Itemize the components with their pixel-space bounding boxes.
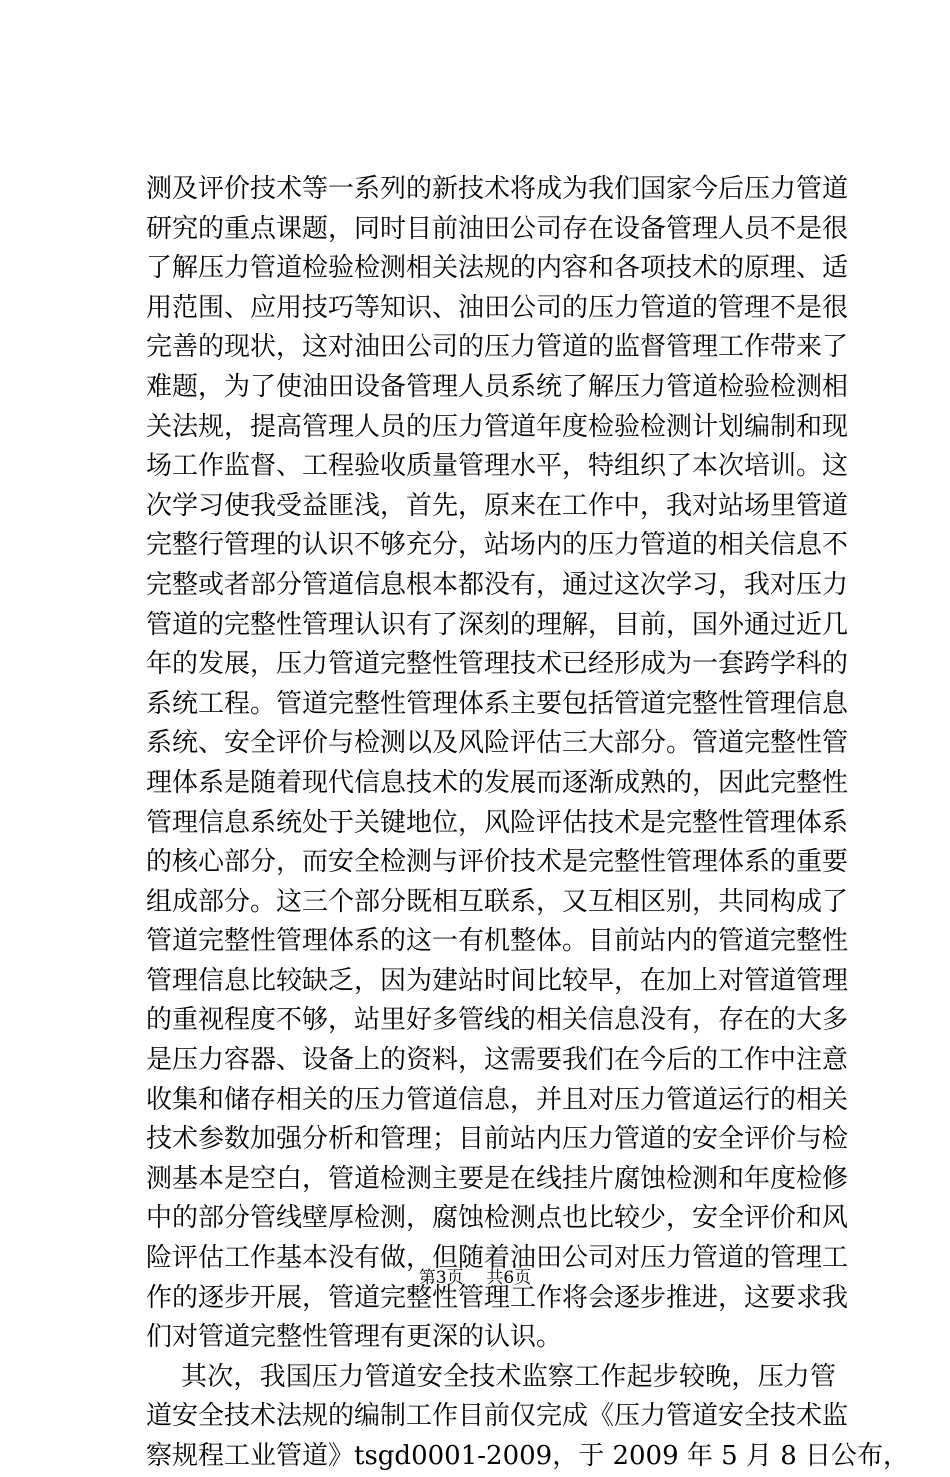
text-line: 察规程工业管道》tsgd0001-2009，于 2009 年 5 月 8 日公布， <box>146 1441 910 1471</box>
text-line: 组成部分。这三个部分既相互联系，又互相区别，共同构成了 <box>146 886 849 917</box>
text-line: 完善的现状，这对油田公司的压力管道的监督管理工作带来了 <box>146 332 849 363</box>
text-line: 管道的完整性管理认识有了深刻的理解，目前，国外通过近几 <box>146 609 849 640</box>
text-line: 管理信息系统处于关键地位，风险评估技术是完整性管理体系 <box>146 807 849 838</box>
text-line: 是压力容器、设备上的资料，这需要我们在今后的工作中注意 <box>146 1045 849 1076</box>
text-line: 研究的重点课题，同时目前油田公司存在设备管理人员不是很 <box>146 213 849 244</box>
text-line: 了解压力管道检验检测相关法规的内容和各项技术的原理、适 <box>146 253 849 284</box>
text-line: 完整行管理的认识不够充分，站场内的压力管道的相关信息不 <box>146 530 849 561</box>
text-line: 理体系是随着现代信息技术的发展而逐渐成熟的，因此完整性 <box>146 767 849 798</box>
text-line: 中的部分管线壁厚检测，腐蚀检测点也比较少，安全评价和风 <box>146 1203 849 1234</box>
text-line: 关法规，提高管理人员的压力管道年度检验检测计划编制和现 <box>146 411 849 442</box>
text-line: 系统、安全评价与检测以及风险评估三大部分。管道完整性管 <box>146 728 849 759</box>
text-line: 年的发展，压力管道完整性管理技术已经形成为一套跨学科的 <box>146 649 849 680</box>
text-line: 测及评价技术等一系列的新技术将成为我们国家今后压力管道 <box>146 174 849 204</box>
page-footer <box>0 1266 950 1290</box>
text-line: 的重视程度不够，站里好多管线的相关信息没有，存在的大多 <box>146 1005 849 1036</box>
text-line: 用范围、应用技巧等知识、油田公司的压力管道的管理不是很 <box>146 292 849 323</box>
text-line: 管道完整性管理体系的这一有机整体。目前站内的管道完整性 <box>146 926 849 957</box>
text-line: 技术参数加强分析和管理；目前站内压力管道的安全评价与检 <box>146 1124 849 1155</box>
text-line: 险评估工作基本没有做，但随着油田公司对压力管道的管理工 <box>146 1243 849 1274</box>
text-line: 管理信息比较缺乏，因为建站时间比较早，在加上对管道管理 <box>146 965 849 996</box>
page-number: 第3页 <box>418 1268 464 1288</box>
paragraph-start-line: 其次，我国压力管道安全技术监察工作起步较晚，压力管 <box>181 1361 836 1392</box>
text-line: 的核心部分，而安全检测与评价技术是完整性管理体系的重要 <box>146 847 849 878</box>
text-line: 次学习使我受益匪浅，首先，原来在工作中，我对站场里管道 <box>146 490 849 521</box>
text-line: 收集和储存相关的压力管道信息，并且对压力管道运行的相关 <box>146 1084 849 1115</box>
text-line: 系统工程。管道完整性管理体系主要包括管道完整性管理信息 <box>146 688 849 719</box>
paragraph-end-line: 们对管道完整性管理有更深的认识。 <box>146 1322 563 1353</box>
text-line: 难题，为了使油田设备管理人员系统了解压力管道检验检测相 <box>146 371 849 402</box>
page-total: 共6页 <box>486 1268 532 1288</box>
text-line: 测基本是空白，管道检测主要是在线挂片腐蚀检测和年度检修 <box>146 1163 849 1194</box>
text-line: 场工作监督、工程验收质量管理水平，特组织了本次培训。这 <box>146 451 849 482</box>
text-line: 完整或者部分管道信息根本都没有，通过这次学习，我对压力 <box>146 569 849 600</box>
text-line: 作的逐步开展，管道完整性管理工作将会逐步推进，这要求我 <box>146 1282 849 1313</box>
text-line: 道安全技术法规的编制工作目前仅完成《压力管道安全技术监 <box>146 1401 849 1432</box>
